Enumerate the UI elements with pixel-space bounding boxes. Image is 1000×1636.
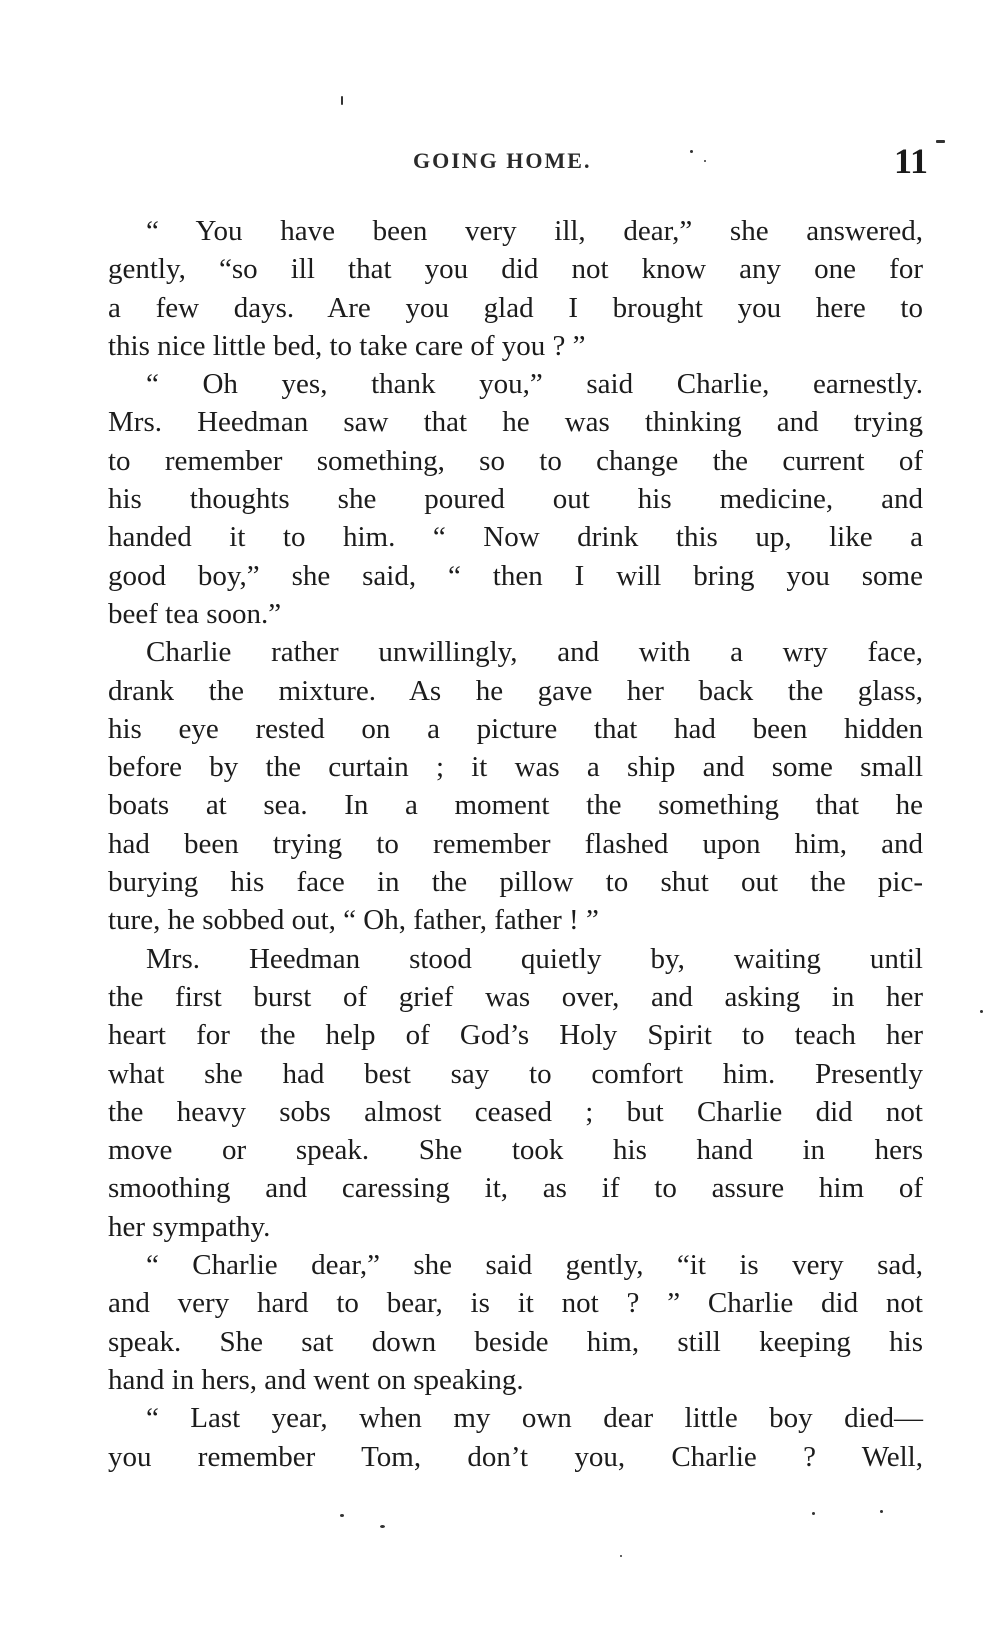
text-line: boats at sea. In a moment the something that he: [108, 789, 923, 822]
scan-speck: [690, 150, 693, 153]
scan-speck: [936, 140, 945, 143]
text-line: had been trying to remember flashed upon him, and: [108, 827, 923, 860]
text-line: the heavy sobs almost ceased ; but Charlie did not: [108, 1095, 923, 1128]
text-line: this nice little bed, to take care of you ? ”: [108, 329, 586, 362]
text-line: Charlie rather unwillingly, and with a wry face,: [146, 636, 923, 669]
text-line: good boy,” she said, “ then I will bring you some: [108, 559, 923, 592]
text-line: before by the curtain ; it was a ship and some small: [108, 751, 923, 784]
running-head: GOING HOME.: [413, 148, 592, 173]
text-line: “ Charlie dear,” she said gently, “it is very sad,: [146, 1249, 923, 1282]
scan-speck: [704, 160, 706, 162]
text-line: “ You have been very ill, dear,” she answered,: [146, 215, 923, 247]
text-line: a few days. Are you glad I brought you here to: [108, 291, 923, 324]
text-line: you remember Tom, don’t you, Charlie ? Well,: [108, 1440, 923, 1473]
text-line: Mrs. Heedman saw that he was thinking and trying: [108, 406, 923, 439]
text-line: beef tea soon.”: [108, 597, 282, 630]
page-number: 11: [893, 141, 928, 181]
body-text: [108, 212, 923, 1476]
scan-speck: [340, 1514, 344, 1517]
scan-speck: [341, 96, 343, 105]
text-line: speak. She sat down beside him, still keeping his: [108, 1325, 923, 1358]
text-line: handed it to him. “ Now drink this up, like a: [108, 521, 923, 554]
text-line: drank the mixture. As he gave her back the glass,: [108, 674, 923, 707]
text-line: what she had best say to comfort him. Presently: [108, 1057, 923, 1090]
text-line: “ Oh yes, thank you,” said Charlie, earnestly.: [146, 368, 923, 401]
text-line: her sympathy.: [108, 1210, 271, 1243]
scan-speck: [880, 1510, 883, 1513]
text-line: his eye rested on a picture that had been hidden: [108, 712, 923, 745]
text-line: the first burst of grief was over, and asking in her: [108, 980, 923, 1013]
scan-speck: [380, 1525, 385, 1528]
text-line: ture, he sobbed out, “ Oh, father, father ! ”: [108, 904, 599, 937]
text-line: smoothing and caressing it, as if to assure him of: [108, 1172, 923, 1205]
text-line: and very hard to bear, is it not ? ” Charlie did not: [108, 1287, 923, 1320]
text-line: Mrs. Heedman stood quietly by, waiting until: [146, 942, 923, 975]
text-line: heart for the help of God’s Holy Spirit to teach her: [108, 1019, 923, 1052]
text-line: burying his face in the pillow to shut out the pic-: [108, 866, 923, 899]
scan-speck: [980, 1010, 983, 1013]
text-line: to remember something, so to change the current of: [108, 444, 923, 477]
text-line: gently, “so ill that you did not know any one for: [108, 253, 923, 286]
text-line: hand in hers, and went on speaking.: [108, 1363, 524, 1396]
page-header: [108, 140, 928, 190]
text-line: “ Last year, when my own dear little boy died—: [146, 1402, 923, 1435]
scan-speck: [620, 1555, 622, 1557]
text-line: move or speak. She took his hand in hers: [108, 1134, 923, 1167]
scan-speck: [812, 1512, 815, 1515]
text-line: his thoughts she poured out his medicine, and: [108, 483, 923, 516]
